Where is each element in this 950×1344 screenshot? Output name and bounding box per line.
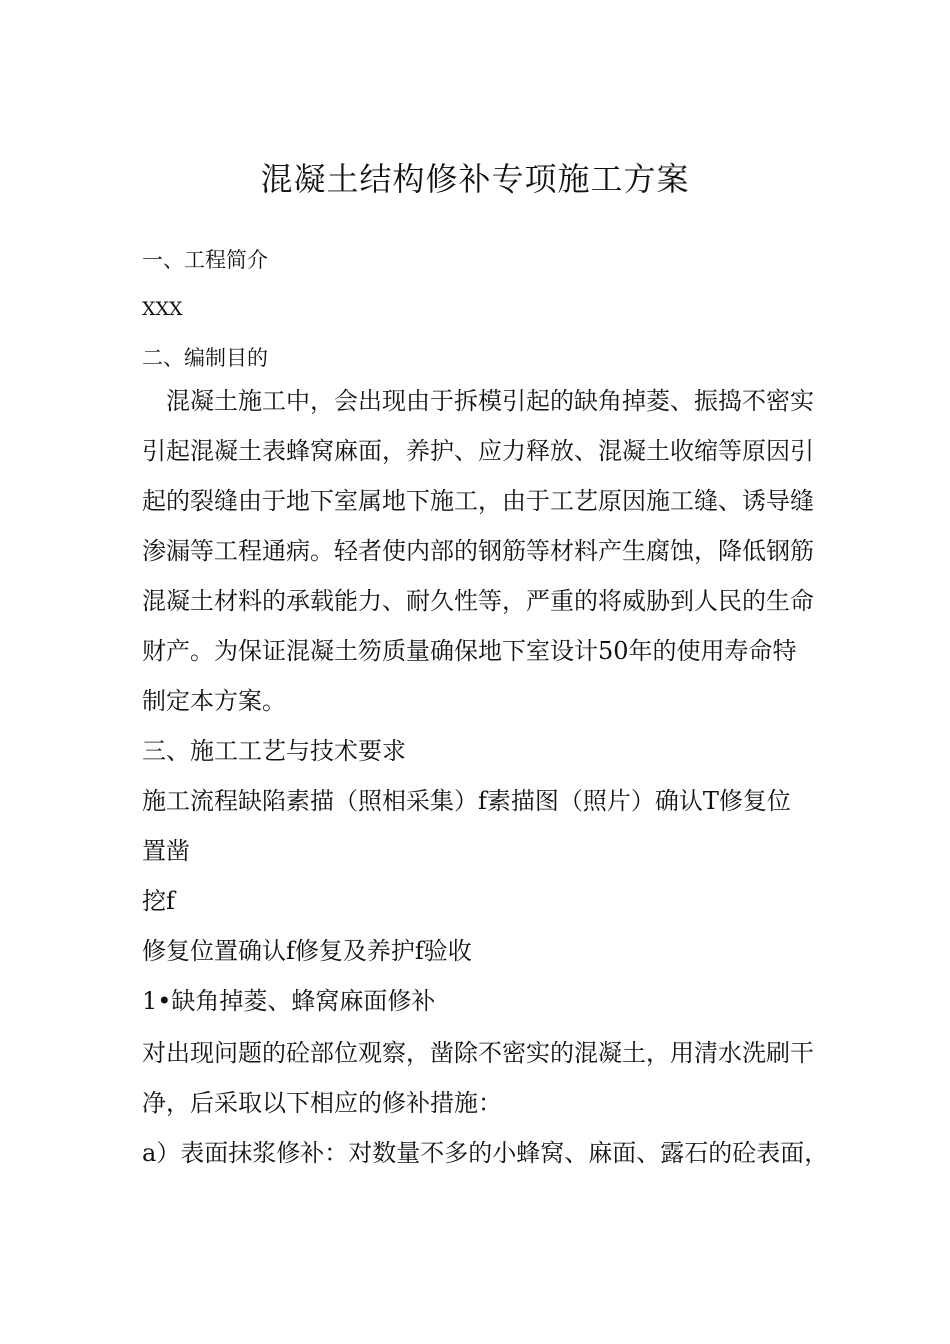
section-heading-process: 三、施工工艺与技术要求 <box>142 737 406 765</box>
process-line: 修复位置确认f修复及养护f验收 <box>142 937 472 965</box>
section-heading-purpose: 二、编制目的 <box>142 346 268 370</box>
process-line: 对出现问题的砼部位观察，凿除不密实的混凝土，用清水洗刷干 <box>142 1039 814 1067</box>
process-line: 净，后采取以下相应的修补措施： <box>142 1089 502 1117</box>
process-line: 置凿 <box>142 837 190 865</box>
purpose-paragraph-line: 起的裂缝由于地下室属地下施工，由于工艺原因施工缝、诱导缝 <box>142 487 814 515</box>
subsection-heading: 1•缺角掉菱、蜂窝麻面修补 <box>142 987 436 1015</box>
purpose-paragraph-line: 混凝土材料的承载能力、耐久性等，严重的将威胁到人民的生命 <box>142 587 814 615</box>
purpose-paragraph-line: 财产。为保证混凝土笏质量确保地下室设计50年的使用寿命特 <box>142 637 797 665</box>
section-heading-project-intro: 一、工程简介 <box>142 248 268 272</box>
purpose-paragraph-line: 制定本方案。 <box>142 687 286 715</box>
document-title: 混凝土结构修补专项施工方案 <box>260 160 690 198</box>
process-line: a）表面抹浆修补：对数量不多的小蜂窝、麻面、露石的砼表面， <box>142 1139 829 1167</box>
process-line: 施工流程缺陷素描（照相采集）f素描图（照片）确认T修复位 <box>142 787 791 815</box>
project-intro-content: XXX <box>142 298 183 320</box>
purpose-paragraph-line: 混凝土施工中，会出现由于拆模引起的缺角掉菱、振捣不密实 <box>142 387 814 415</box>
purpose-paragraph-line: 渗漏等工程通病。轻者使内部的钢筋等材料产生腐蚀，降低钢筋 <box>142 537 814 565</box>
process-line: 挖f <box>142 887 175 915</box>
purpose-paragraph-line: 引起混凝土表蜂窝麻面，养护、应力释放、混凝土收缩等原因引 <box>142 437 814 465</box>
